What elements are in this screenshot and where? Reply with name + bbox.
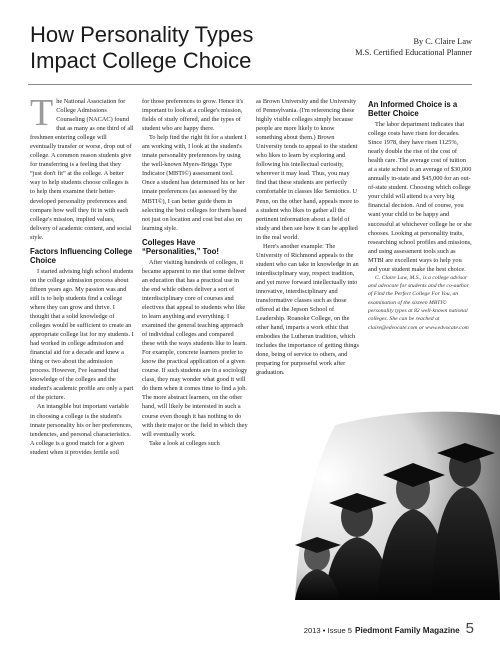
author-bio: C. Claire Law, M.S., is a college advisor and advocate for students and the co-author of Find the Perfect College For You, an examination of the sixteen MBTI© personality types at 82 well-known national colleges. She can be reached at claire@edvocate.com or www.edvocate.com (368, 274, 469, 331)
body-paragraph: Here's another example: The University of Richmond appeals to the student who can take in knowledge in an interdisciplinary way, respect tradition, and yet move forward intellectually into innovative, interdisciplinary and transformative classes such as those offered at the Jepson School of Leadership. Roanoke College, on the other hand, imparts a work ethic that embodies the Lutheran tradition, which includes the importance of getting things done, being of service to others, and preparing for purposeful work after graduation. (256, 242, 360, 377)
article-title (30, 22, 330, 74)
drop-cap: T (30, 92, 54, 134)
page-number: 5 (465, 620, 474, 637)
page-footer (304, 620, 474, 637)
title-line-2: Impact College Choice (30, 48, 252, 73)
author-credential: M.S. Certified Educational Planner (355, 48, 472, 57)
body-paragraph: An intangible but important variable in choosing a college is the student's innate personality his or her preferences, tendencies, and personal characteristics. A college is a good match for a given student when it provides fertile soil (30, 403, 133, 456)
body-paragraph: for those preferences to grow. Hence it's important to look at a college's mission, fields of study offered, and the types of student who are happy there. (142, 98, 244, 133)
intro-paragraph-block (30, 92, 134, 242)
subheading-factors: Factors Influencing College Choice (30, 246, 133, 265)
body-paragraph: The labor department indicates that college costs have risen for decades. Since 1978, they have risen 1125%, nearly double the rise of the cost of health care. The average cost of tuition at a state school is an average of $30,000 annually in-state and $45,000 for an out-of-state student. Choosing which college your child will attend is a very big financial decision. And of course, you want your child to be happy and successful at whichever college he or she chooses. Looking at personality traits, researching school profiles and missions, and using assessment tools such as MTBI are excellent ways to help you and your student make the best choice. (368, 121, 472, 273)
author-name: By C. Claire Law (413, 37, 472, 46)
title-line-1: How Personality Types (30, 22, 254, 47)
article-column-3 (256, 97, 360, 377)
subheading-informed-choice: An Informed Choice is a Better Choice (368, 100, 458, 118)
graduates-photo (295, 405, 500, 600)
body-paragraph: To help find the right fit for a student I am working with, I look at the student's innate personality preferences by using the well-known Myers-Briggs Type Indicator (MBTI©) assessment tool. Once a student has determined his or her innate preferences (as assessed by the MBTI©), I can better guide them in selecting the best colleges for them based not just on location and cost but also on learning style. (142, 134, 247, 232)
issue-label: 2013 • Issue 5 (303, 626, 353, 635)
subheading-personalities: Colleges Have “Personalities,” Too! (142, 237, 219, 256)
article-column-4 (368, 100, 472, 332)
byline (355, 36, 472, 58)
body-paragraph: as Brown University and the University of Pennsylvania. (I'm referencing these highly visible colleges simply because people are more likely to know something about them.) Brown University tends to appeal to the student who likes to learn by exploring and following his intellectual curiosity, wherever it may lead. Thus, you may find that these students are perfectly comfortable in classes like Semiotics. U Penn, on the other hand, appeals more to a student who likes to gather all the pertinent information about a field of study and then see how it can be applied in the real world. (256, 98, 359, 241)
body-paragraph: I started advising high school students on the college admission process about fifteen years ago. My passion was and still is to help students find a college where they can grow and thrive. I thought that a solid knowledge of colleges would be sufficient to create an appropriate college list for my students. I had worked in college admission and financial aid for a decade and knew a thing or two about the admission process. However, I've learned that knowledge of the colleges and the student's academic profile are only a part of the picture. (30, 267, 134, 402)
body-paragraph: Take a look at colleges such (149, 439, 220, 447)
graduates-illustration (295, 405, 500, 600)
article-column-1 (30, 92, 134, 457)
body-paragraph: After visiting hundreds of colleges, it became apparent to me that some deliver an education that has a practical use in the end while others deliver a sort of interdisciplinary core of courses and electives that appeal to students who like to learn anything and everything. I examined the general teaching approach of individual colleges and compared these with the ways students like to learn. For example, concrete learners prefer to know the practical application of a given course. If such students are in a sociology class, they may wonder what good it will do them when it comes time to find a job. The more abstract learners, on the other hand, will likely be interested in such a course even though it has nothing to do with their major or the field in which they will eventually work. (142, 258, 248, 438)
header-divider (28, 84, 472, 85)
intro-paragraph: he National Association for College Admissions Counseling (NACAC) found that as many as one third of all freshmen entering college will eventually transfer or worse, drop out of college. A common reason students give for transferring is a feeling that they “just don't fit” at the college. A better way to help students choose colleges is to help them examine their better-developed personality preferences and compare how well they fit in with each college's mission, implied values, delivery of academic content, and social style. (30, 98, 134, 241)
article-column-2 (142, 97, 248, 448)
magazine-name: Piedmont Family Magazine (355, 626, 460, 635)
